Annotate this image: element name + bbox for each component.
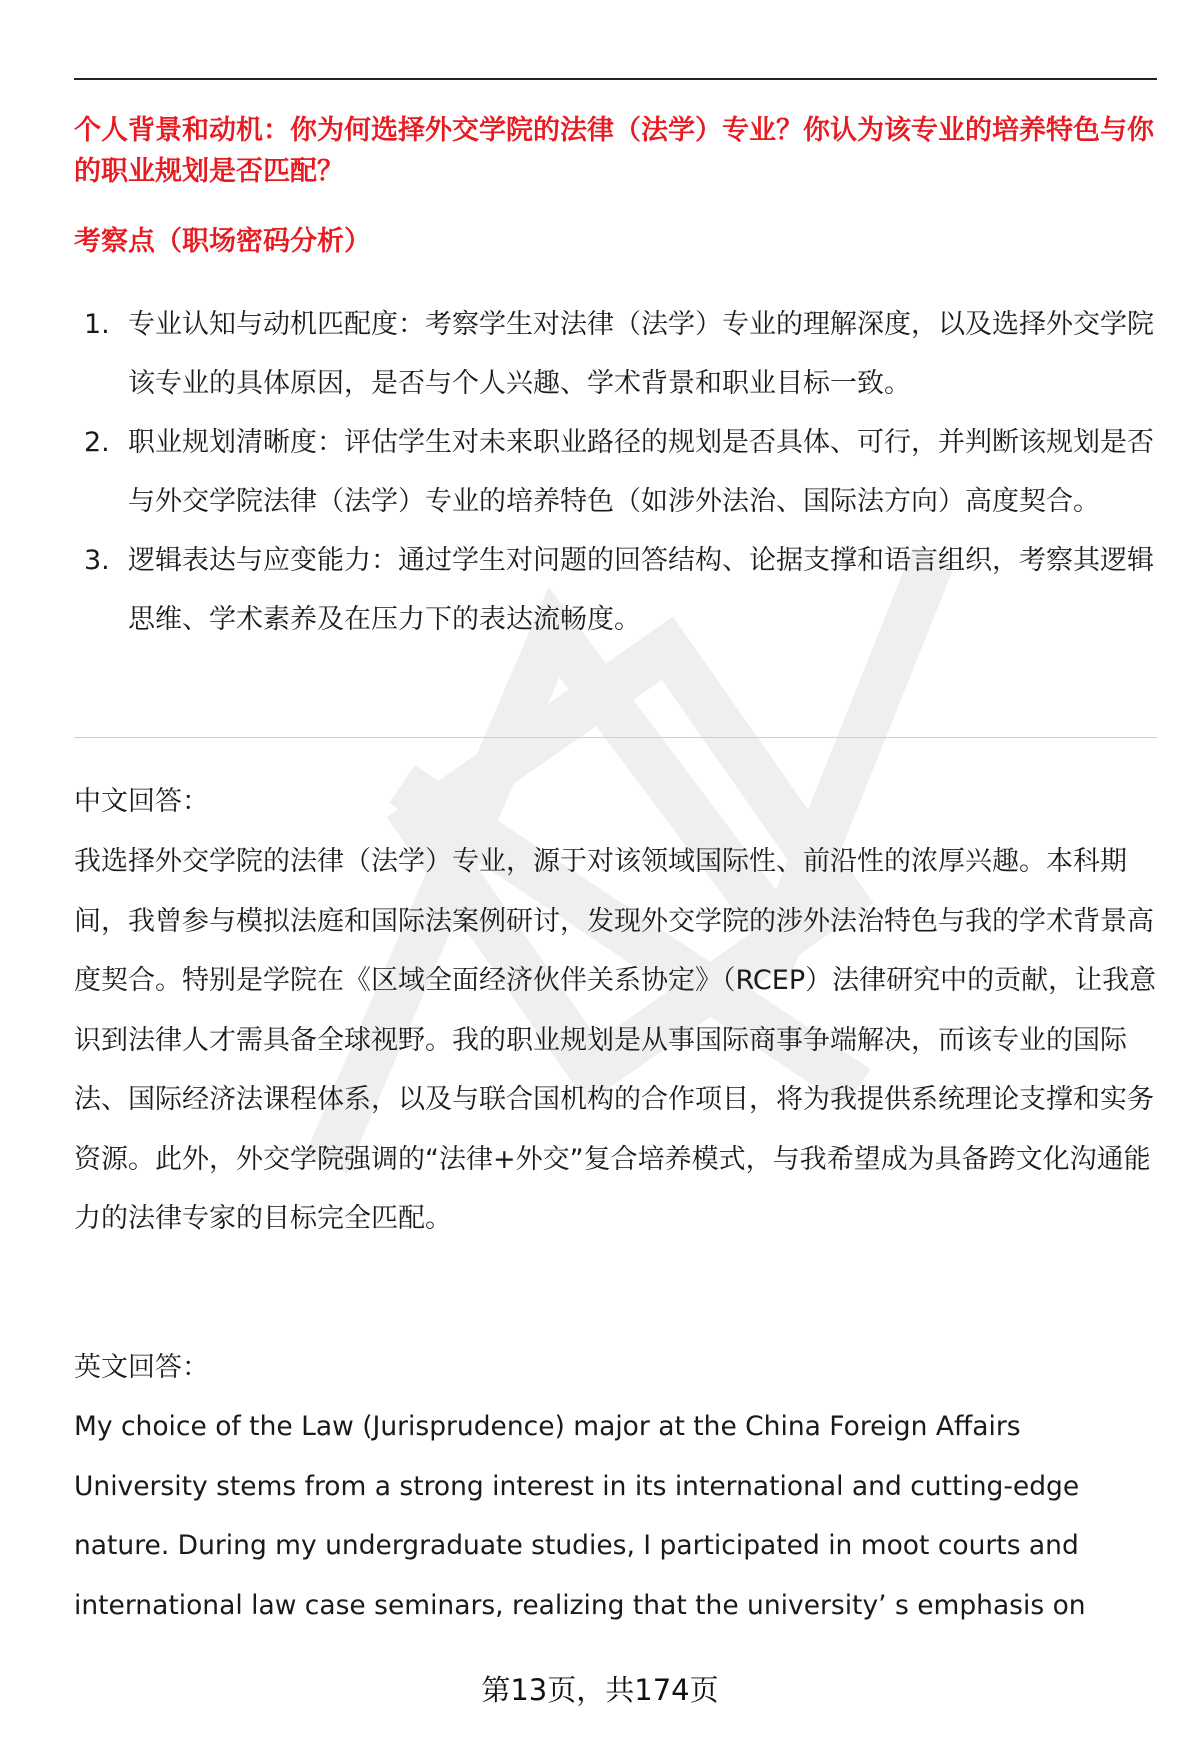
- section-heading: 考察点（职场密码分析）: [74, 226, 371, 257]
- page-number-footer: 第13页，共174页: [481, 1673, 719, 1707]
- question-title: 个人背景和动机：你为何选择外交学院的法律（法学）专业？你认为该专业的培养特色与你的职业规划是否匹配？: [74, 115, 1154, 187]
- list-item: [74, 531, 1159, 649]
- section-divider: [74, 737, 1157, 738]
- list-number: 1.: [84, 309, 110, 340]
- assessment-points-list: [74, 295, 1159, 649]
- top-divider: [74, 78, 1157, 80]
- english-answer-label: 英文回答：: [74, 1352, 209, 1383]
- list-number: 2.: [84, 427, 110, 458]
- english-answer-text: My choice of the Law (Jurisprudence) major at the China Foreign Affairs University stems from a strong interest in its international and cutting-edge nature. During my undergraduate studies, I participated in moot courts and international law case seminars, realizing that the university’ s emphasis on: [74, 1411, 1086, 1621]
- list-item-text: 职业规划清晰度：评估学生对未来职业路径的规划是否具体、可行，并判断该规划是否与外交学院法律（法学）专业的培养特色（如涉外法治、国际法方向）高度契合。: [128, 427, 1154, 517]
- list-item: [74, 295, 1159, 413]
- list-item-text: 逻辑表达与应变能力：通过学生对问题的回答结构、论据支撑和语言组织，考察其逻辑思维、学术素养及在压力下的表达流畅度。: [128, 545, 1154, 635]
- list-item-text: 专业认知与动机匹配度：考察学生对法律（法学）专业的理解深度，以及选择外交学院该专业的具体原因，是否与个人兴趣、学术背景和职业目标一致。: [128, 309, 1154, 399]
- chinese-answer-label: 中文回答：: [74, 786, 209, 817]
- chinese-answer-text: 我选择外交学院的法律（法学）专业，源于对该领域国际性、前沿性的浓厚兴趣。本科期间，我曾参与模拟法庭和国际法案例研讨，发现外交学院的涉外法治特色与我的学术背景高度契合。特别是学院在《区域全面经济伙伴关系协定》（RCEP）法律研究中的贡献，让我意识到法律人才需具备全球视野。我的职业规划是从事国际商事争端解决，而该专业的国际法、国际经济法课程体系，以及与联合国机构的合作项目，将为我提供系统理论支撑和实务资源。此外，外交学院强调的“法律+外交”复合培养模式，与我希望成为具备跨文化沟通能力的法律专家的目标完全匹配。: [74, 846, 1157, 1234]
- list-number: 3.: [84, 545, 110, 576]
- list-item: [74, 413, 1159, 531]
